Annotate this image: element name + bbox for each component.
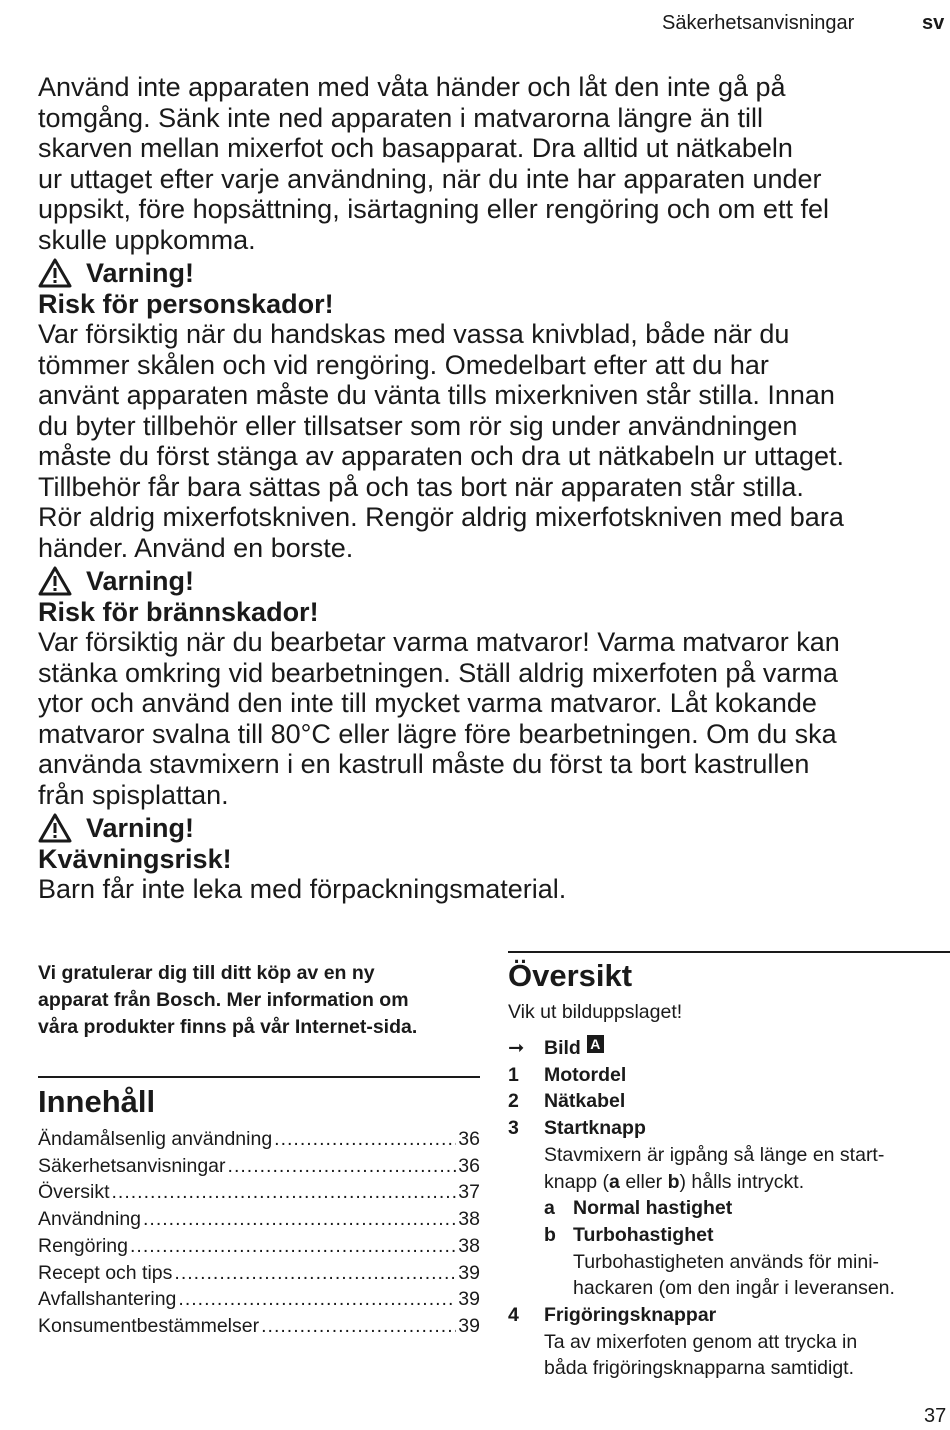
toc-entry[interactable] [38,1126,480,1153]
toc-entry-label: Avfallshantering [38,1288,177,1311]
sub-item-description: Turbohastigheten används för mini- [573,1250,880,1273]
warning-line: använt apparaten måste du vänta tills mixerkniven står stilla. Innan [38,380,835,410]
warning-title: Varning! [86,258,195,288]
desc-text: eller [619,1170,668,1193]
warning-line: matvaror svalna till 80°C eller lägre före bearbetningen. Om du ska [38,718,837,749]
item-number: 2 [508,1090,519,1113]
warning-line: Var försiktig när du bearbetar varma matvaror! Varma matvaror kan [38,627,840,657]
item-label: Nätkabel [544,1090,626,1113]
intro-line: skulle uppkomma. [38,224,256,255]
toc-entry-label: Översikt [38,1181,110,1204]
intro-line: Använd inte apparaten med våta händer och låt den inte gå på [38,72,786,102]
sub-item-label: Normal hastighet [573,1197,733,1220]
warning-line: från spisplattan. [38,779,229,810]
intro-line: ur uttaget efter varje användning, när du inte har apparaten under [38,163,822,194]
toc-entry-label: Säkerhetsanvisningar [38,1154,226,1177]
toc-leader-dots [130,1233,456,1260]
intro-line: skarven mellan mixerfot och basapparat. Dra alltid ut nätkabeln [38,133,793,163]
toc-entry[interactable] [38,1153,480,1180]
figure-letter-box: A [587,1035,604,1053]
intro-line: tomgång. Sänk inte ned apparaten i matvarorna längre än till [38,102,763,133]
item-description: Stavmixern är igpång så länge en start- [544,1143,885,1166]
overview-list [508,1035,948,1382]
warning-line: du byter tillbehör eller tillsatser som rör sig under användningen [38,410,798,441]
item-description: Ta av mixerfoten genom att trycka in [544,1330,858,1353]
warning-line: Barn får inte leka med förpackningsmaterial. [38,874,567,904]
warning-triangle-icon [38,566,72,596]
warning-line: tömmer skålen och vid rengöring. Omedelbart efter att du har [38,349,769,380]
desc-ref-b: b [667,1170,680,1193]
sub-item [508,1195,948,1222]
toc-leader-dots [143,1206,456,1233]
sub-item-label: Turbohastighet [573,1223,714,1246]
sub-item-letter: b [544,1223,556,1246]
desc-ref-a: a [609,1170,620,1193]
warning-line: stänka omkring vid bearbetningen. Ställ aldrig mixerfoten på varma [38,657,838,688]
running-header-section: Säkerhetsanvisningar [662,12,855,34]
warning-line: använda stavmixern i en kastrull måste du först ta bort kastrullen [38,749,810,779]
desc-text: ) hålls intryckt. [679,1170,805,1193]
sub-item-description: hackaren (om den ingår i leveransen. [573,1277,895,1300]
warning-line: händer. Använd en borste. [38,532,354,563]
warning-line: ytor och använd den inte till mycket varma matvaror. Låt kokande [38,688,817,718]
warning-line: Var försiktig när du handskas med vassa knivblad, både när du [38,319,790,349]
toc-entry-page: 36 [458,1154,480,1177]
toc-entry-label: Användning [38,1208,142,1231]
warning-triangle-icon [38,258,72,288]
toc-entry[interactable] [38,1260,480,1287]
item-number: 4 [508,1304,519,1327]
toc-entry[interactable] [38,1313,480,1340]
congratulations-text [38,960,483,1041]
figure-label: Bild [544,1037,581,1059]
toc-leader-dots [112,1179,457,1206]
toc-leader-dots [274,1126,456,1153]
toc-entry-label: Konsumentbestämmelser [38,1314,260,1337]
item-number: 1 [508,1063,519,1086]
overview-subheading: Vik ut bilduppslaget! [508,1001,683,1023]
toc-leader-dots [178,1286,456,1313]
toc-entry-label: Rengöring [38,1234,128,1257]
page-number: 37 [924,1405,947,1427]
warning-triangle-icon [38,813,72,843]
item-description [508,1169,948,1196]
toc-divider [38,1076,480,1078]
toc-entry-page: 38 [458,1208,480,1231]
warning-line: Tillbehör får bara sättas på och tas bort när apparaten står stilla. [38,471,804,502]
warning-title: Varning! [86,566,195,596]
sub-item-letter: a [544,1197,555,1220]
figure-reference [508,1035,948,1062]
warning-subtitle: Risk för brännskador! [38,596,319,627]
toc-entry-page: 39 [458,1288,480,1311]
item-label: Frigöringsknappar [544,1304,717,1327]
toc-entry[interactable] [38,1179,480,1206]
desc-text: knapp ( [544,1170,610,1193]
toc-entry-page: 37 [458,1181,480,1204]
toc-entry[interactable] [38,1286,480,1313]
intro-line: uppsikt, före hopsättning, isärtagning eller rengöring och om ett fel [38,194,829,224]
toc-entry-label: Recept och tips [38,1261,173,1284]
overview-heading: Översikt [508,958,633,993]
list-item [508,1302,948,1329]
item-label: Startknapp [544,1117,646,1140]
warning-subtitle: Kvävningsrisk! [38,843,232,874]
sub-item [508,1222,948,1249]
warning-line: måste du först stänga av apparaten och dra ut nätkabeln ur uttaget. [38,441,845,471]
overview-divider [508,951,950,953]
toc-heading: Innehåll [38,1084,156,1119]
item-number: 3 [508,1117,519,1140]
warning-personal-injury [38,258,943,563]
list-item [508,1115,948,1142]
toc-entry-page: 36 [458,1128,480,1150]
intro-line: apparat från Bosch. Mer information om [38,989,409,1011]
warning-line: Rör aldrig mixerfotskniven. Rengör aldrig mixerfotskniven med bara [38,502,844,532]
table-of-contents [38,1126,480,1340]
intro-line: Vi gratulerar dig till ditt köp av en ny [38,962,375,984]
toc-entry[interactable] [38,1206,480,1233]
item-label: Motordel [544,1063,627,1086]
warning-subtitle: Risk för personskador! [38,288,334,319]
item-description: båda frigöringsknapparna samtidigt. [544,1357,855,1380]
toc-entry-page: 39 [458,1261,480,1284]
list-item [508,1062,948,1089]
list-item [508,1088,948,1115]
warning-burns [38,566,943,810]
toc-entry-label: Ändamålsenlig användning [38,1128,273,1150]
toc-leader-dots [228,1153,457,1180]
arrow-right-icon: ➞ [508,1037,525,1059]
toc-entry[interactable] [38,1233,480,1260]
intro-line: våra produkter finns på vår Internet-sida. [38,1016,418,1038]
safety-text-column [38,72,943,905]
warning-suffocation [38,813,943,905]
toc-leader-dots [174,1260,456,1287]
warning-title: Varning! [86,813,195,843]
toc-entry-page: 38 [458,1234,480,1257]
toc-leader-dots [261,1313,456,1340]
running-header-language: sv [922,12,945,34]
toc-entry-page: 39 [458,1314,480,1337]
